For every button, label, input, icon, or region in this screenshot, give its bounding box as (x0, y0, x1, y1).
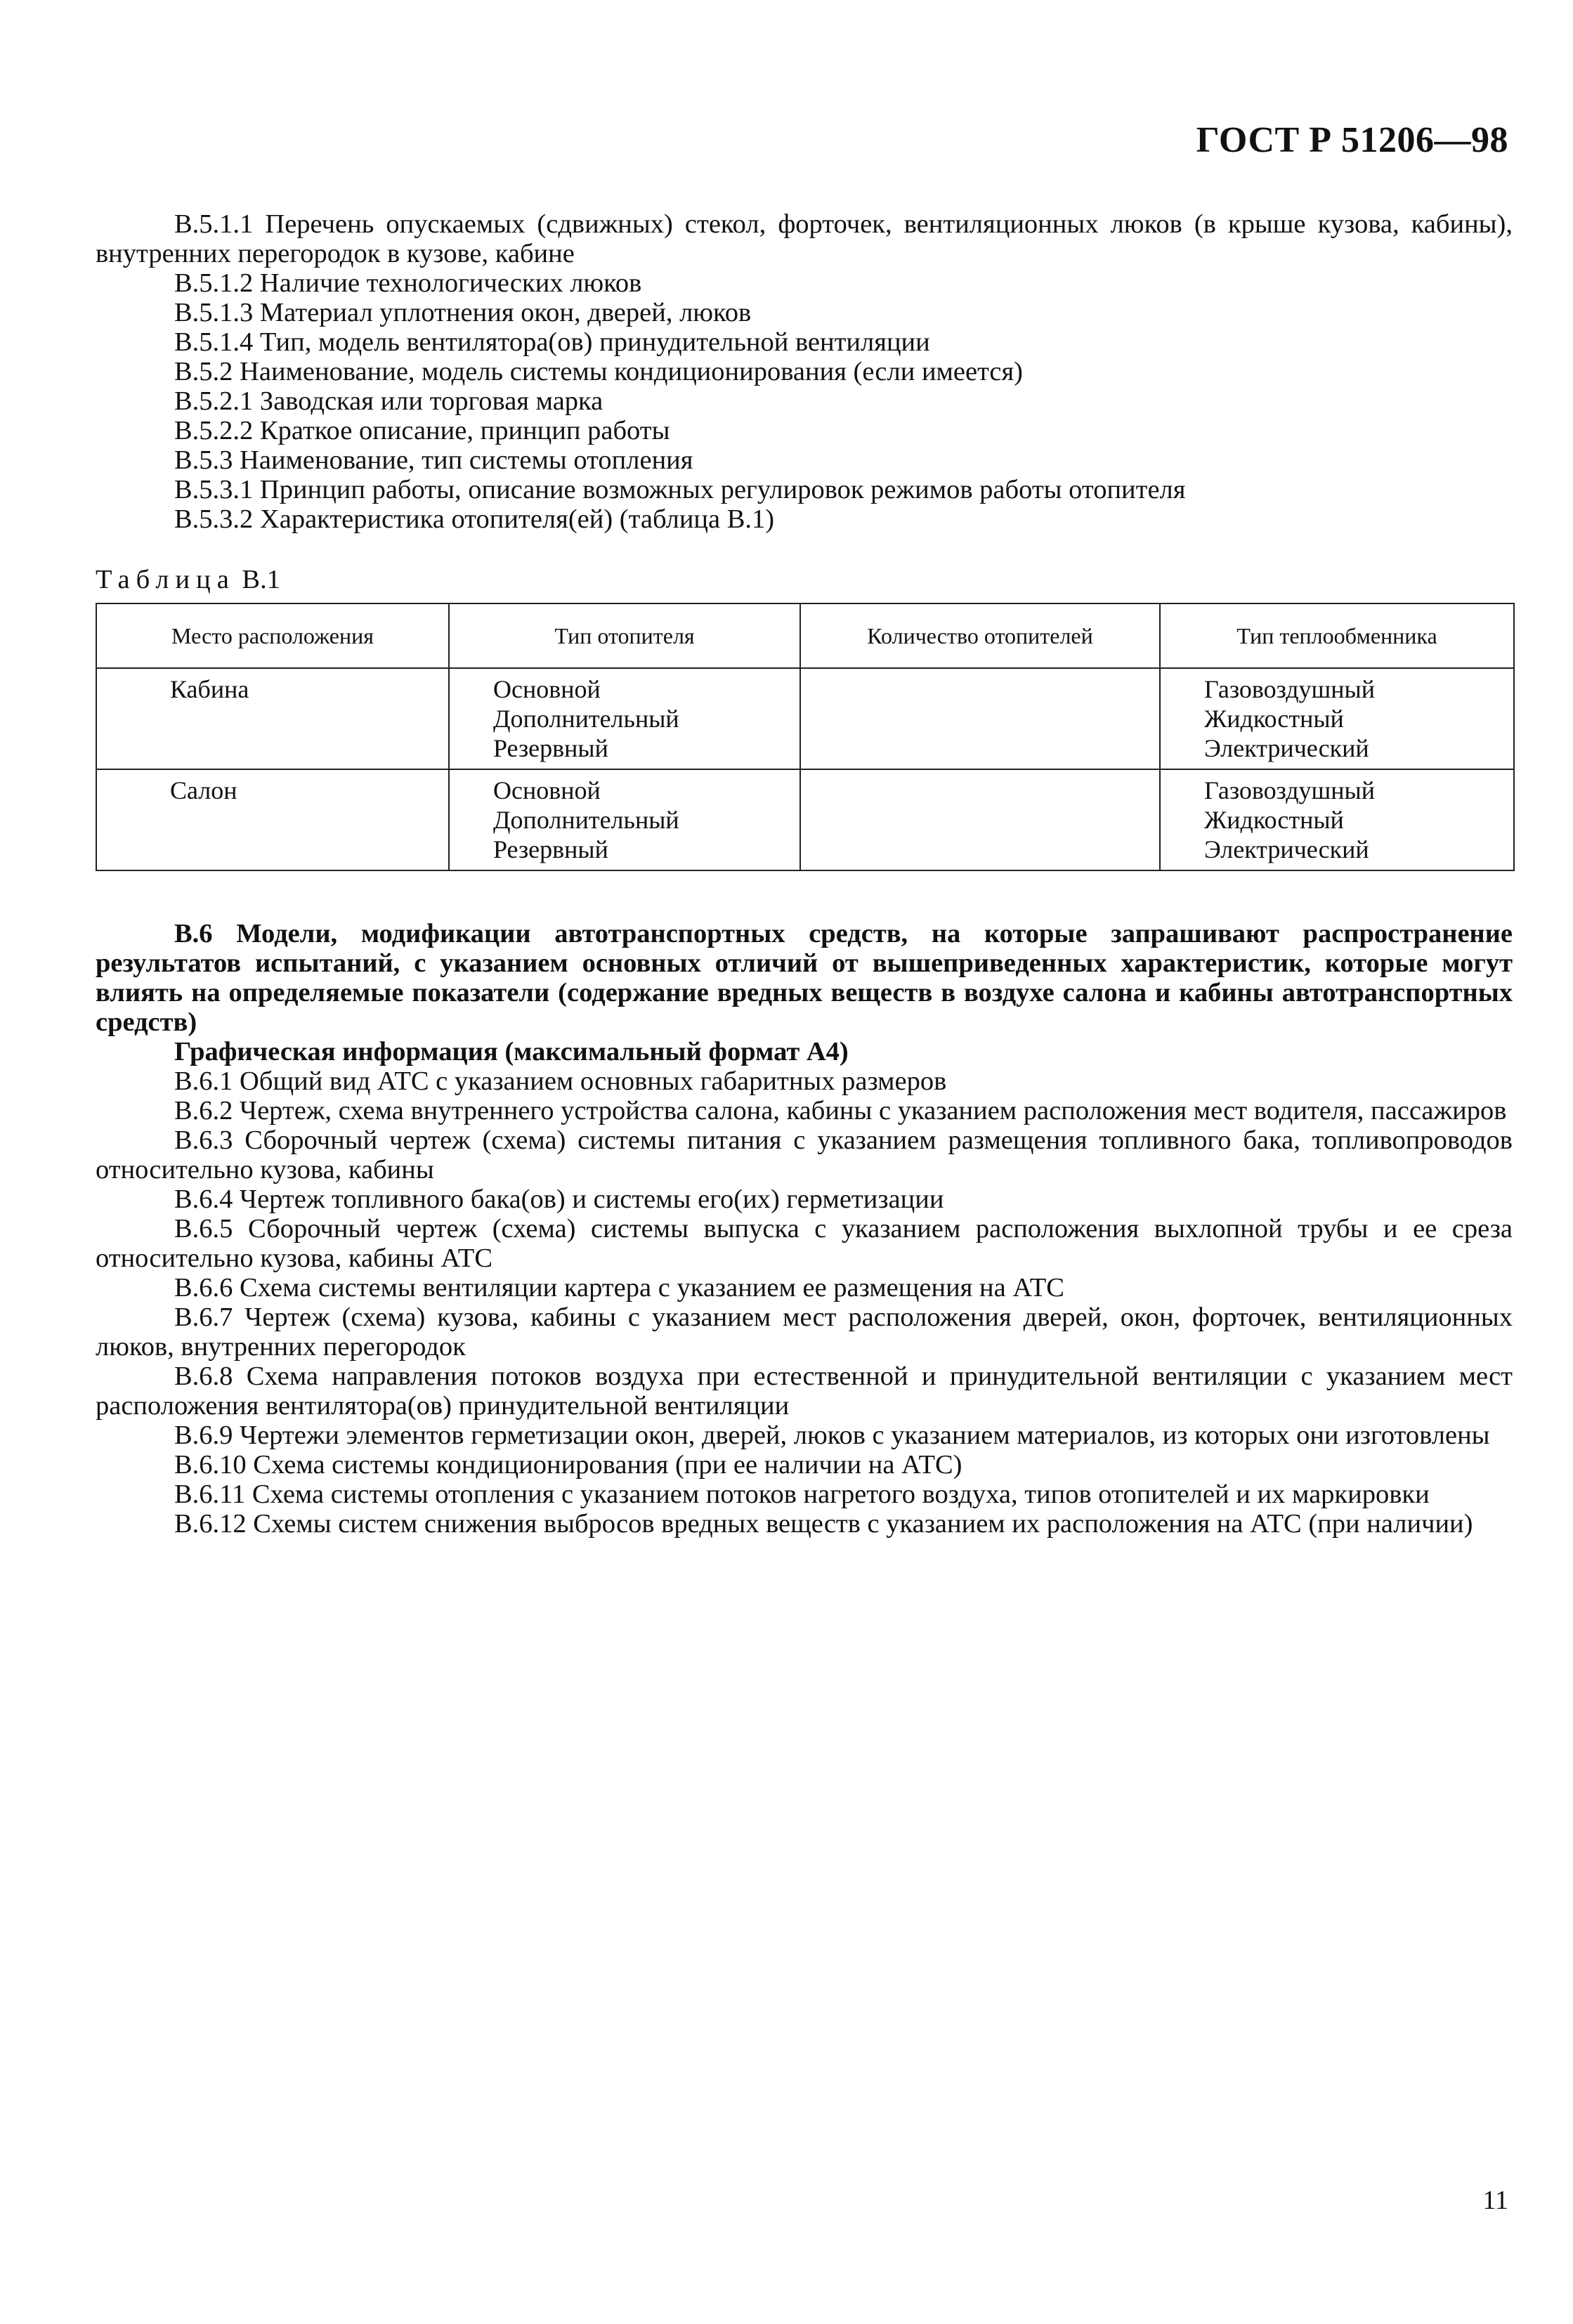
heater-type-item: Дополнительный (493, 806, 679, 834)
paragraph-b6-4: В.6.4 Чертеж топливного бака(ов) и системы его(их) герметизации (174, 1184, 944, 1214)
heater-type-item: Резервный (493, 835, 608, 863)
table-row (96, 668, 1514, 769)
exchanger-type-item: Электрический (1204, 734, 1369, 762)
header-location: Место расположения (96, 603, 449, 668)
cell-heater-count (800, 769, 1160, 870)
paragraph-b5-3-1: В.5.3.1 Принцип работы, описание возможных регулировок режимов работы отопителя (174, 475, 1186, 504)
paragraph-b6-10: В.6.10 Схема системы кондиционирования (при ее наличии на АТС) (174, 1450, 962, 1480)
paragraph-b6-3: В.6.3 Сборочный чертеж (схема) системы питания с указанием размещения топливного бака, топливопроводов относительно кузова, кабины (96, 1125, 1513, 1184)
graphic-info-heading: Графическая информация (максимальный формат А4) (174, 1037, 849, 1066)
paragraph-b5-2: В.5.2 Наименование, модель системы кондиционирования (если имеется) (174, 357, 1023, 386)
header-heater-type: Тип отопителя (449, 603, 800, 668)
paragraph-b6-1: В.6.1 Общий вид АТС с указанием основных габаритных размеров (174, 1066, 947, 1096)
section-b6 (96, 919, 1513, 1539)
paragraph-b5-1-2: В.5.1.2 Наличие технологических люков (174, 268, 642, 298)
paragraph-b5-1-3: В.5.1.3 Материал уплотнения окон, дверей, люков (174, 298, 752, 327)
exchanger-type-item: Газовоздушный (1204, 675, 1375, 703)
exchanger-type-item: Электрический (1204, 835, 1369, 863)
document-code-header: ГОСТ Р 51206—98 (1196, 120, 1508, 160)
heater-table (96, 603, 1515, 871)
paragraph-b6-11: В.6.11 Схема системы отопления с указанием потоков нагретого воздуха, типов отопителей и их маркировки (174, 1480, 1430, 1509)
paragraph-b6-6: В.6.6 Схема системы вентиляции картера с указанием ее размещения на АТС (174, 1273, 1064, 1303)
heater-type-item: Резервный (493, 734, 608, 762)
table-row (96, 769, 1514, 870)
exchanger-type-item: Жидкостный (1204, 705, 1344, 733)
cell-exchanger-types (1160, 668, 1514, 769)
section-b6-heading: В.6 Модели, модификации автотранспортных средств, на которые запрашивают распространение результатов испытаний, с указанием основных отличий от вышеприведенных характеристик, которые могут влиять на определяемые показатели (содержание вредных веществ в воздухе салона и кабины автотранспортных средств) (96, 919, 1513, 1037)
header-heater-count: Количество отопителей (800, 603, 1160, 668)
cell-location: Кабина (96, 668, 449, 769)
paragraph-b5-1-1: В.5.1.1 Перечень опускаемых (сдвижных) стекол, форточек, вентиляционных люков (в крыше кузова, кабины), внутренних перегородок в кузове, кабине (96, 209, 1513, 268)
paragraph-b6-12: В.6.12 Схемы систем снижения выбросов вредных веществ с указанием их расположения на АТС (при наличии) (174, 1509, 1473, 1539)
exchanger-type-item: Жидкостный (1204, 806, 1344, 834)
cell-heater-count (800, 668, 1160, 769)
cell-location: Салон (96, 769, 449, 870)
paragraph-b5-3: В.5.3 Наименование, тип системы отопления (174, 445, 693, 475)
exchanger-type-item: Газовоздушный (1204, 776, 1375, 804)
table-caption (96, 565, 280, 594)
section-b5 (96, 209, 1513, 534)
heater-type-item: Основной (493, 776, 601, 804)
cell-heater-types (449, 769, 800, 870)
paragraph-b6-8: В.6.8 Схема направления потоков воздуха при естественной и принудительной вентиляции с указанием мест расположения вентилятора(ов) принудительной вентиляции (96, 1362, 1513, 1421)
table-caption-number: В.1 (242, 565, 280, 594)
heater-type-item: Дополнительный (493, 705, 679, 733)
table-header-row (96, 603, 1514, 668)
paragraph-b5-1-4: В.5.1.4 Тип, модель вентилятора(ов) принудительной вентиляции (174, 327, 930, 357)
paragraph-b5-2-2: В.5.2.2 Краткое описание, принцип работы (174, 416, 670, 445)
table-caption-word: Таблица (96, 565, 235, 594)
paragraph-b6-5: В.6.5 Сборочный чертеж (схема) системы выпуска с указанием расположения выхлопной трубы и ее среза относительно кузова, кабины АТС (96, 1214, 1513, 1273)
page-number: 11 (1482, 2186, 1508, 2215)
paragraph-b5-3-2: В.5.3.2 Характеристика отопителя(ей) (таблица В.1) (174, 504, 775, 534)
heater-type-item: Основной (493, 675, 601, 703)
paragraph-b6-2: В.6.2 Чертеж, схема внутреннего устройства салона, кабины с указанием расположения мест водителя, пассажиров (174, 1096, 1507, 1125)
cell-heater-types (449, 668, 800, 769)
paragraph-b6-7: В.6.7 Чертеж (схема) кузова, кабины с указанием мест расположения дверей, окон, форточек, вентиляционных люков, внутренних перегородок (96, 1303, 1513, 1362)
paragraph-b6-9: В.6.9 Чертежи элементов герметизации окон, дверей, люков с указанием материалов, из которых они изготовлены (174, 1421, 1490, 1450)
cell-exchanger-types (1160, 769, 1514, 870)
header-exchanger-type: Тип теплообменника (1160, 603, 1514, 668)
paragraph-b5-2-1: В.5.2.1 Заводская или торговая марка (174, 386, 603, 416)
